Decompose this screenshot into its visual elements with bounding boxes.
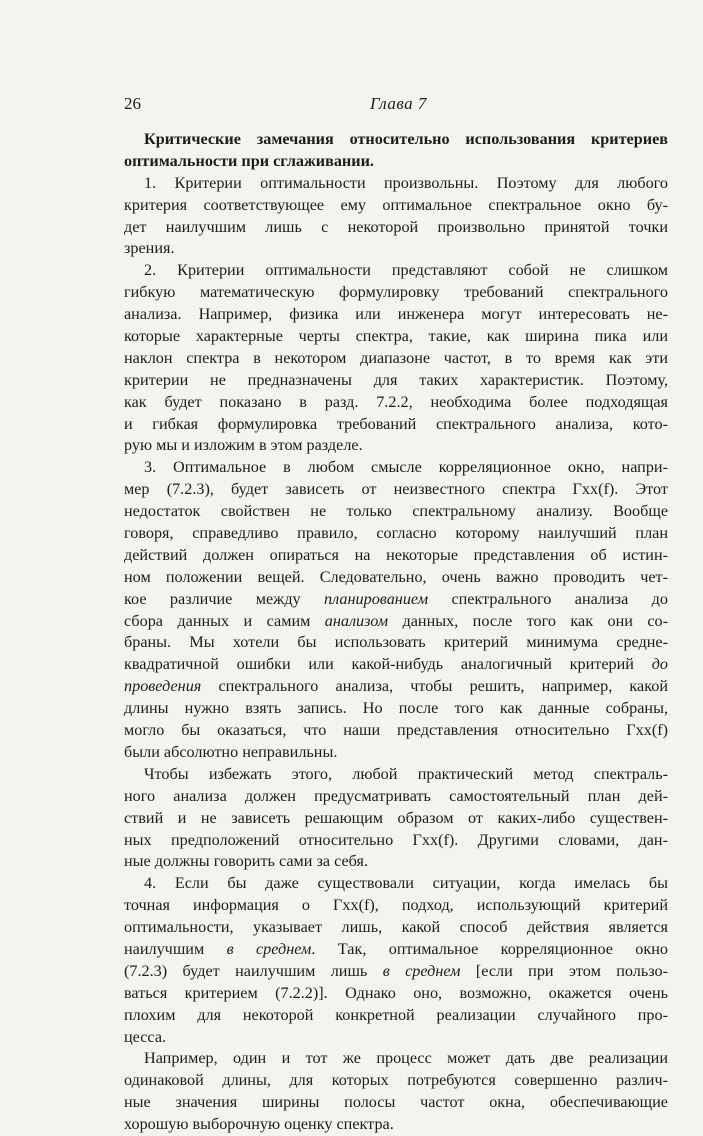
emphasis-on-average: в среднем — [382, 961, 461, 980]
paragraph-4-line: ствий и не зависеть решающим образом от каких-либо существен- — [124, 808, 668, 827]
paragraph-1-line: критерия соответствующее ему оптимальное спектральное окно бу- — [124, 195, 668, 214]
text-run: [если при этом пользо- — [460, 961, 668, 980]
paragraph-3-line: говоря, справедливо правило, согласно которому наилучший план — [124, 524, 668, 543]
text-run: кое различие между — [124, 589, 325, 608]
page-body — [124, 129, 668, 1136]
paragraph-4-line: ные должны говорить сами за себя. — [124, 852, 368, 871]
emphasis-on-average: в среднем — [226, 939, 312, 958]
text-run: спектрального анализа до — [428, 589, 668, 608]
paragraph-5-line: ваться критерием (7.2.2)]. Однако оно, возможно, окажется очень — [124, 983, 668, 1002]
paragraph-3-line: недостаток свойствен не только спектральному анализу. Вообще — [124, 502, 668, 521]
paragraph-4-line: Чтобы избежать этого, любой практический метод спектраль- — [144, 764, 668, 783]
running-head: Глава 7 — [370, 94, 427, 113]
emphasis-planning: планированием — [324, 589, 429, 608]
text-run: спектрального анализа, чтобы решить, например, какой — [201, 677, 668, 696]
paragraph-4-line: ного анализа должен предусматривать самостоятельный план дей- — [124, 786, 668, 805]
text-run: (7.2.3) будет наилучшим лишь — [124, 961, 383, 980]
paragraph-3-line — [124, 589, 668, 611]
paragraph-3-line: могло бы оказаться, что наши представления относительно Γxx(f) — [124, 721, 668, 740]
emphasis-analysis: анализом — [324, 611, 389, 630]
paragraph-6-line: ные значения ширины полосы частот окна, обеспечивающие — [124, 1093, 668, 1112]
paragraph-5-line: точная информация о Γxx(f), подход, использующий критерий — [124, 896, 668, 915]
paragraph-3-line: длины нужно взять запись. Но после того как данные собраны, — [124, 699, 668, 718]
paragraph-5-line: плохим для некоторой конкретной реализации случайного про- — [124, 1005, 668, 1024]
paragraph-5-line — [124, 939, 668, 961]
paragraph-2-line: и гибкая формулировка требований спектрального анализа, кото- — [124, 414, 668, 433]
paragraph-3-line — [124, 611, 668, 633]
paragraph-2-line: гибкую математическую формулировку требований спектрального — [124, 283, 668, 302]
paragraph-6-line: одинаковой длины, для которых потребуются совершенно различ- — [124, 1071, 668, 1090]
paragraph-6-line: хорошую выборочную оценку спектра. — [124, 1115, 394, 1134]
page-header — [124, 94, 668, 116]
section-heading-line-1: Критические замечания относительно использования критериев — [144, 130, 668, 148]
paragraph-3-line: ном положении вещей. Следовательно, очень важно проводить чет- — [124, 567, 668, 586]
paragraph-6-line: Например, один и тот же процесс может дать две реализации — [144, 1049, 668, 1068]
text-run: . Так, оптимальное корреляционное окно — [311, 939, 668, 958]
paragraph-2-line: как будет показано в разд. 7.2.2, необходима более подходящая — [124, 392, 668, 411]
paragraph-3-line: действий должен опираться на некоторые представления об истин- — [124, 545, 668, 564]
paragraph-2-line: рую мы и изложим в этом разделе. — [124, 436, 363, 455]
paragraph-4-line: ных предположений относительно Γxx(f). Другими словами, дан- — [124, 830, 668, 849]
paragraph-1-line: 1. Критерии оптимальности произвольны. Поэтому для любого — [144, 173, 668, 192]
paragraph-3-line: были абсолютно неправильны. — [124, 742, 338, 761]
paragraph-2-line: наклон спектра в некотором диапазоне частот, в то время как эти — [124, 348, 668, 367]
paragraph-5-line — [124, 961, 668, 983]
text-run: данных, после того как они со- — [388, 611, 668, 630]
paragraph-5-line: цесса. — [124, 1027, 167, 1046]
paragraph-2-line: 2. Критерии оптимальности представляют собой не слишком — [144, 261, 668, 280]
paragraph-2-line: которые характерные черты спектра, такие, как ширина пика или — [124, 327, 668, 346]
emphasis-before: до — [651, 655, 668, 674]
page-number: 26 — [124, 94, 141, 113]
paragraph-3-line: мер (7.2.3), будет зависеть от неизвестного спектра Γxx(f). Этот — [124, 480, 668, 499]
section-heading-line-2: оптимальности при сглаживании. — [124, 151, 374, 170]
paragraph-3-line — [124, 676, 668, 698]
paragraph-1-line: зрения. — [124, 239, 175, 258]
paragraph-2-line: критерии не предназначены для таких характеристик. Поэтому, — [124, 370, 668, 389]
emphasis-conducting: проведения — [124, 677, 202, 696]
paragraph-5-line: 4. Если бы даже существовали ситуации, когда имелась бы — [144, 874, 668, 893]
paragraph-3-line: браны. Мы хотели бы использовать критерий минимума средне- — [124, 633, 668, 652]
paragraph-5-line: оптимальности, указывает лишь, какой способ действия является — [124, 918, 668, 937]
paragraph-3-line — [124, 654, 668, 676]
paragraph-3-line: 3. Оптимальное в любом смысле корреляционное окно, напри- — [144, 458, 668, 477]
text-run: наилучшим — [124, 939, 227, 958]
paragraph-1-line: дет наилучшим лишь с некоторой произвольно принятой точки — [124, 217, 668, 236]
text-run: сбора данных и самим — [124, 611, 325, 630]
paragraph-2-line: анализа. Например, физика или инженера могут интересовать не- — [124, 305, 668, 324]
text-run: квадратичной ошибки или какой-нибудь аналогичный критерий — [124, 655, 652, 674]
